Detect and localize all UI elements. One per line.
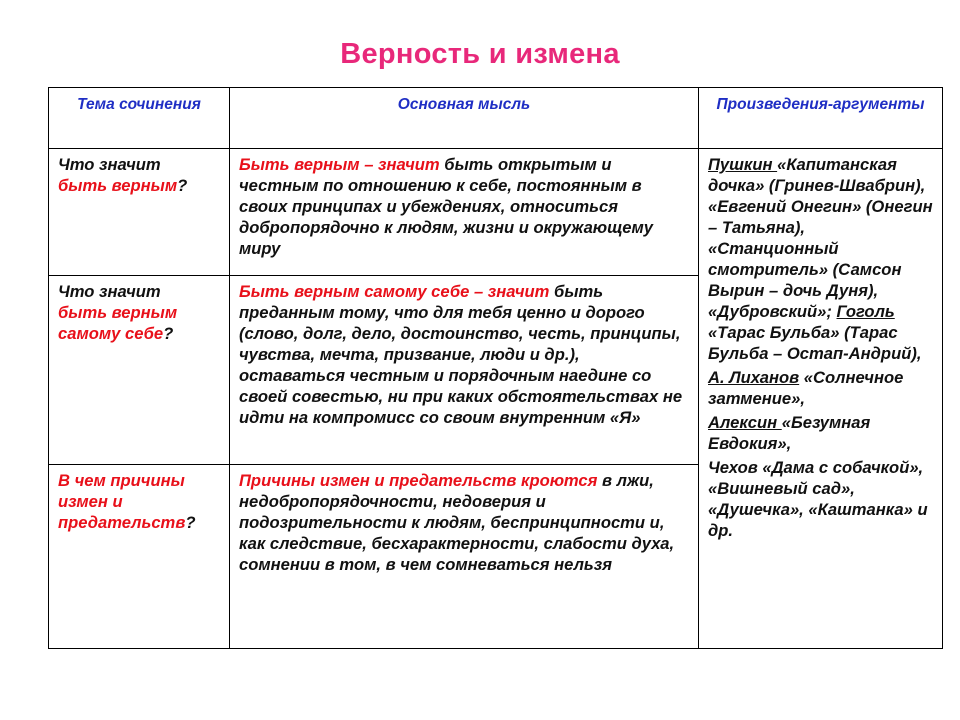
theme-suffix: ?: [163, 324, 174, 343]
idea-cell: [230, 465, 699, 649]
works-chekhov: Чехов «Дама с собачкой», «Вишневый сад», «Душечка», «Каштанка» и др.: [708, 458, 928, 540]
header-main-idea: Основная мысль: [230, 88, 699, 149]
table-row: [49, 149, 943, 276]
idea-cell: [230, 276, 699, 465]
theme-cell: [49, 149, 230, 276]
author-pushkin: Пушкин: [708, 155, 778, 174]
works-pushkin-gogol: [708, 154, 936, 364]
theme-prefix: Что значит: [58, 282, 161, 301]
gogol-works: «Тарас Бульба» (Тарас Бульба – Остап-Андрий),: [708, 323, 922, 363]
author-gogol: Гоголь: [836, 302, 895, 321]
theme-highlight: быть верным самому себе: [58, 303, 178, 343]
works-aleksin: [708, 412, 936, 454]
pushkin-works: «Капитанская дочка» (Гринев-Швабрин), «Евгений Онегин» (Онегин – Татьяна), «Станционный смотритель» (Самсон Вырин – дочь Дуня), «Дубровский»;: [708, 155, 933, 321]
works-likhanov: [708, 367, 936, 409]
likhanov-works: «Солнечное затмение»,: [708, 368, 904, 408]
theme-highlight: быть верным: [58, 176, 178, 195]
idea-text: быть преданным тому, что для тебя ценно и дорого (слово, долг, дело, достоинство, честь, принципы, чувства, мечта, призвание, люди и др.), оставаться честным и порядочным наедине со своей совестью, ни при каких обстоятельствах не идти на компромисс со своим внутренним «Я»: [239, 282, 683, 427]
author-aleksin: Алексин: [708, 413, 782, 432]
author-likhanov: А. Лиханов: [708, 368, 800, 387]
table-header-row: [49, 88, 943, 149]
idea-text: быть открытым и честным по отношению к себе, постоянным в своих принципах и убеждениях, относиться добропорядочно к людям, жизни и окружающему миру: [239, 155, 653, 258]
theme-highlight: В чем причины измен и предательств: [58, 471, 186, 532]
aleksin-works: «Безумная Евдокия»,: [708, 413, 871, 453]
idea-cell: [230, 149, 699, 276]
theme-suffix: ?: [185, 513, 196, 532]
topic-table: [48, 87, 943, 649]
idea-highlight: Быть верным самому себе – значит: [239, 282, 550, 301]
works-cell: [699, 149, 943, 649]
header-theme: Тема сочинения: [49, 88, 230, 149]
theme-suffix: ?: [177, 176, 188, 195]
page-title: Верность и измена: [340, 38, 620, 70]
theme-cell: [49, 276, 230, 465]
header-works: Произведения-аргументы: [699, 88, 943, 149]
idea-highlight: Быть верным – значит: [239, 155, 440, 174]
theme-cell: [49, 465, 230, 649]
idea-highlight: Причины измен и предательств кроются: [239, 471, 598, 490]
theme-prefix: Что значит: [58, 155, 161, 174]
idea-text: в лжи, недобропорядочности, недоверия и подозрительности к людям, беспринципности и, как следствие, бесхарактерности, слабости духа, сомнении в том, в чем сомневаться нельзя: [239, 471, 675, 574]
